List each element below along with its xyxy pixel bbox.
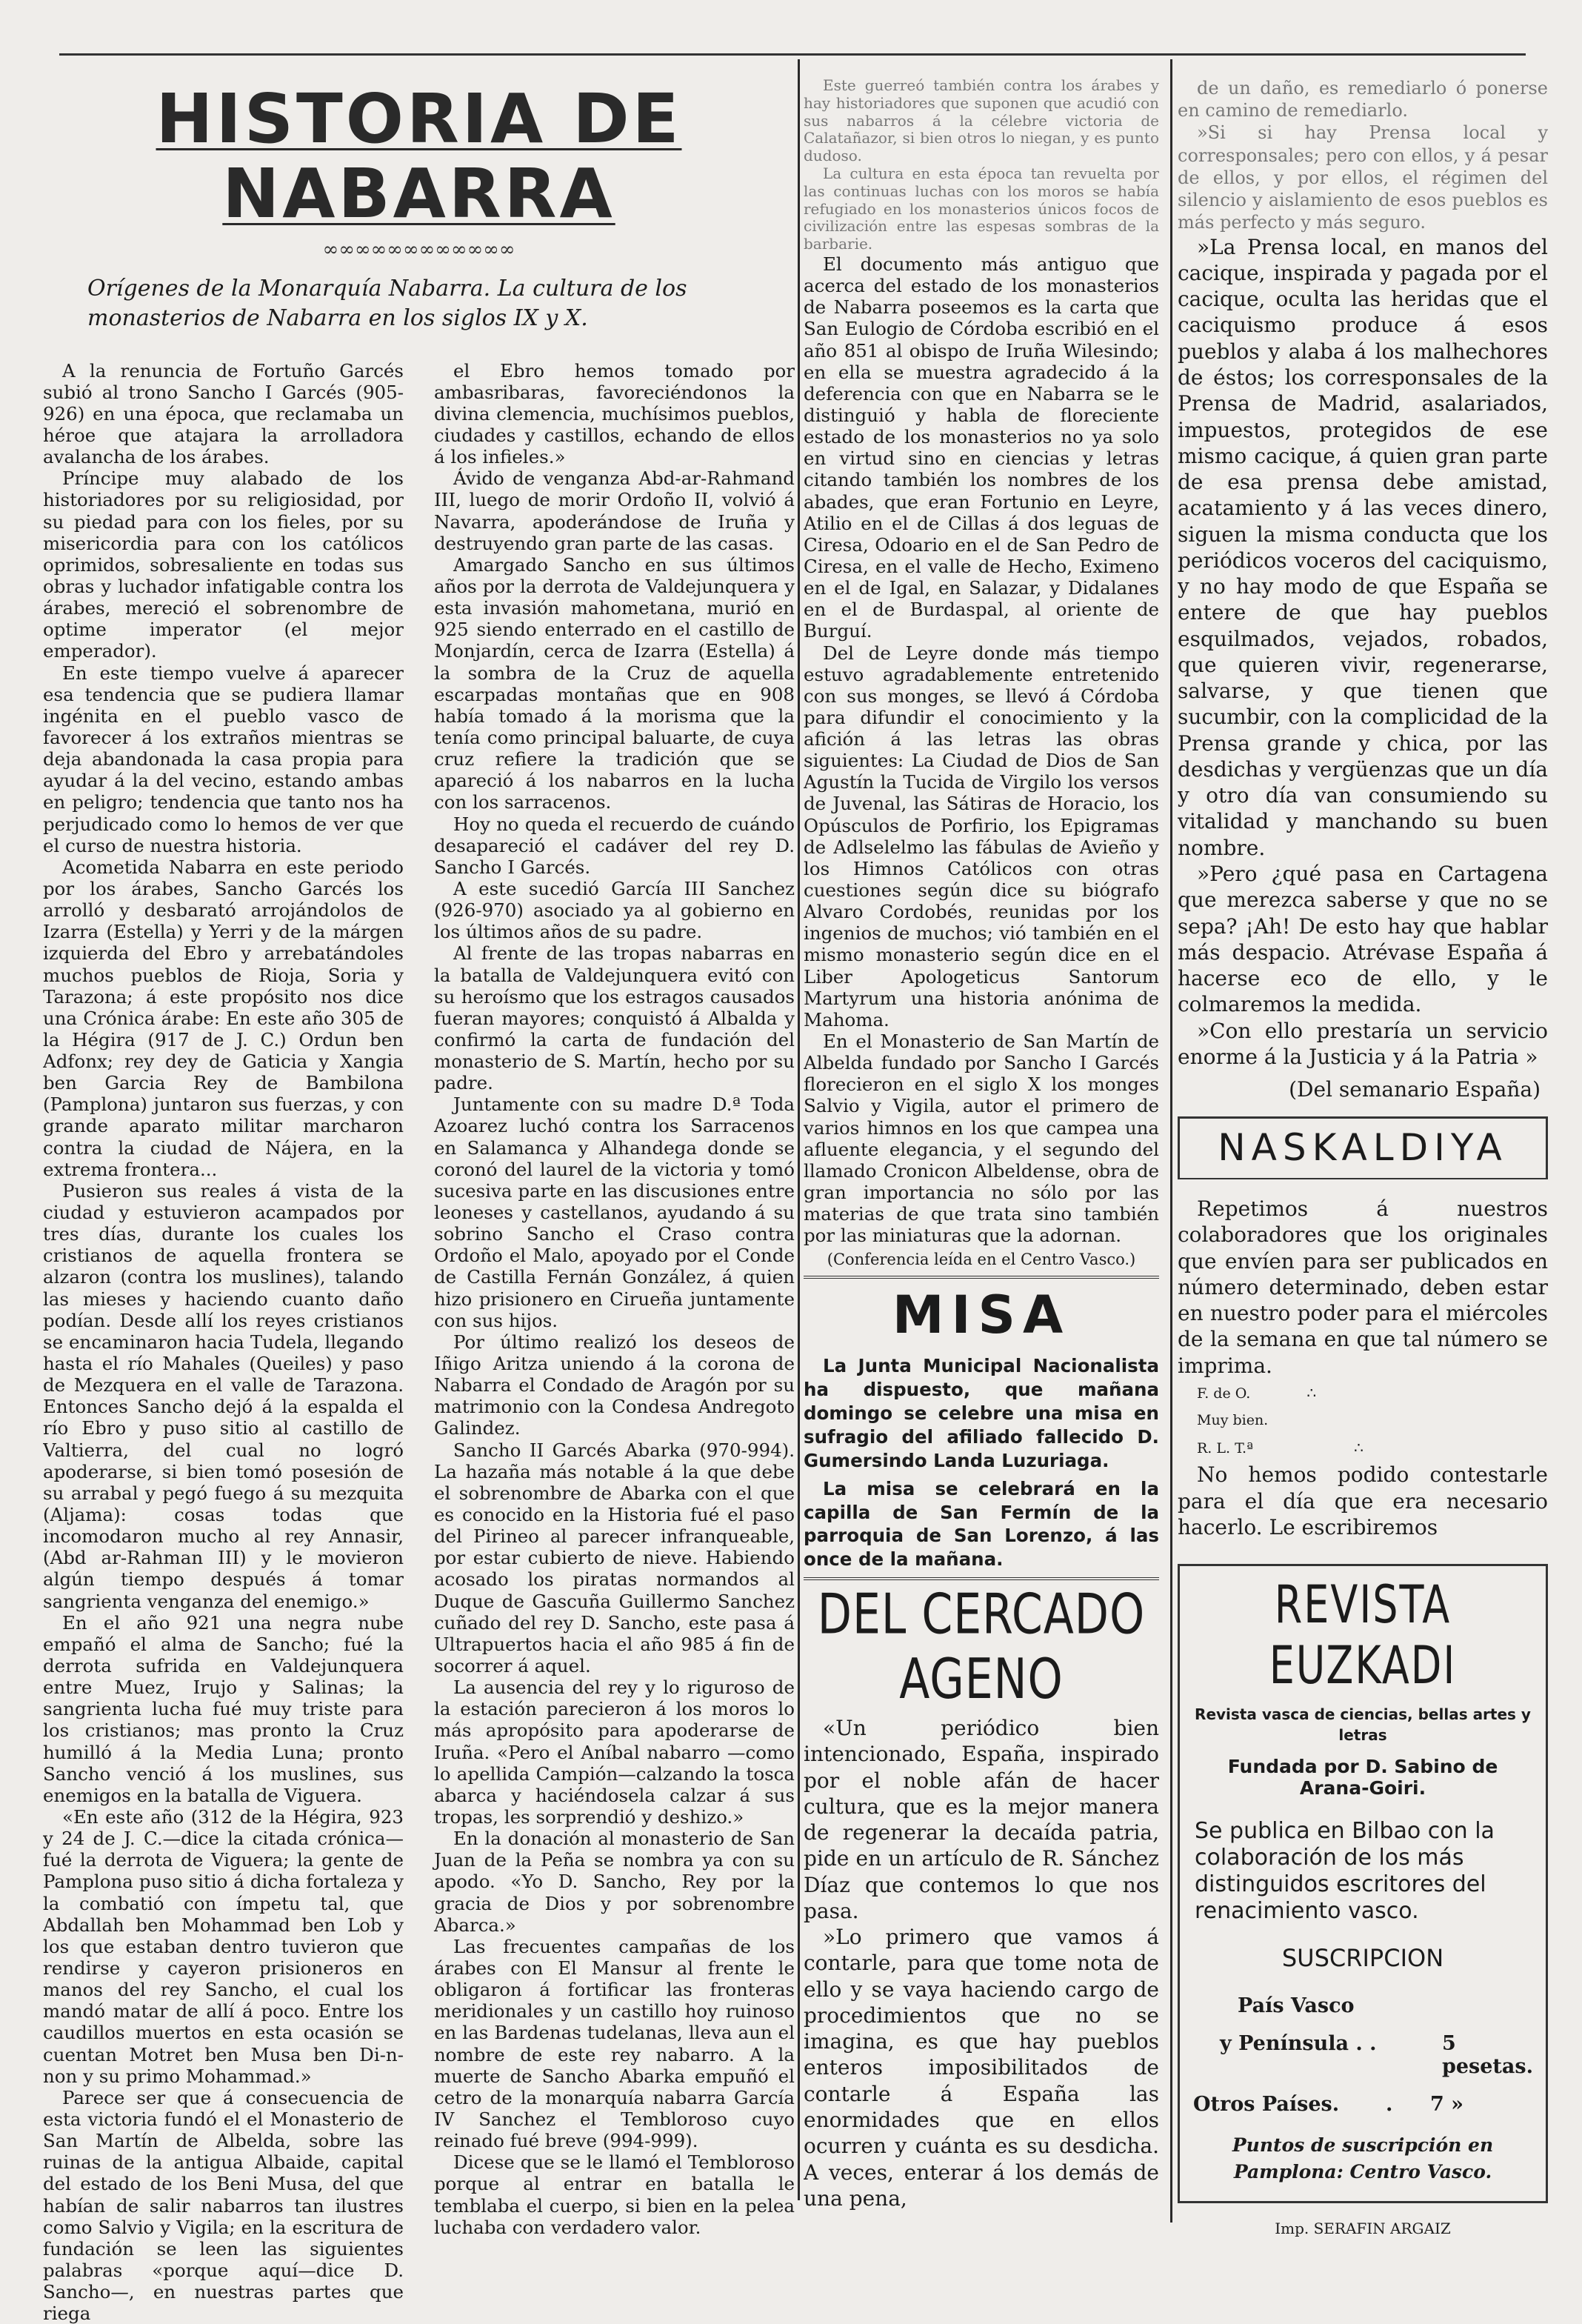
paragraph: el Ebro hemos tomado por ambasribaras, favoreciéndonos la divina clemencia, muchísimos pueblos, ciudades y castillos, echando de ellos á los infieles.» (434, 359, 795, 468)
paragraph: Dicese que se le llamó el Tembloroso porque al entrar en batalla le temblaba el cuerpo, si bien en la pelea luchaba con verdadero valor. (434, 2151, 795, 2238)
paragraph: »Si si hay Prensa local y corresponsales; pero con ellos, y á pesar de ellos, y por ellos, el régimen del silencio y aislamiento de esos pueblos es más perfecto y más seguro. (1178, 122, 1548, 233)
paragraph: Acometida Nabarra en este periodo por los árabes, Sancho Garcés los arrolló y desbarató arrojándolos de Izarra (Estella) y Yerri y de la márgen izquierda del Ebro y arrebatándoles muchos pueblos de Rioja, Soria y Tarazona; á este propósito nos dice una Crónica árabe: En este año 305 de la Hégira (917 de J. C.) Ordun ben Adfonx; rey dey de Gaticia y Xangia ben Garcia Rey de Bambilona (Pamplona) juntaron sus fuerzas, y con grande aparato militar marcharon contra la ciudad de Nájera, en la extrema frontera... (43, 856, 404, 1180)
paragraph: En el año 921 una negra nube empañó el alma de Sancho; fué la derrota sufrida en Valdejunquera entre Muez, Irujo y Salinas; la sangrienta lucha fué muy triste para los cristianos; mas pronto la Cruz humilló á la Media Luna; pronto Sancho venció á los muslines, sus enemigos en la batalla de Viguera. (43, 1611, 404, 1806)
price-label: Otros Países. (1193, 2093, 1340, 2117)
paragraph: Hoy no queda el recuerdo de cuándo desapareció el cadáver del rey D. Sancho I Garcés. (434, 813, 795, 878)
paragraph: Las frecuentes campañas de los árabes con El Mansur al frente le obligaron á fortificar las fronteras meridionales y un castillo hoy ruinoso en las Bardenas tudelanas, lleva aun el nombre de este rey nabarro. A la muerte de Sancho Abarka empuñó el cetro de la monarquía nabarra García IV Sanchez el Tembloroso cuyo reinado fué breve (994-999). (434, 1935, 795, 2152)
price-row (1193, 2093, 1532, 2116)
price-value: 5 pesetas. (1442, 2032, 1534, 2079)
article-title: HISTORIA DE NABARRA (156, 79, 682, 234)
paragraph: En la donación al monasterio de San Juan de la Peña se nombra ya con su apodo. «Yo D. Sancho, Rey por la gracia de Dios y por sobrenombre Abarca.» (434, 1828, 795, 1936)
separator (804, 1577, 1159, 1580)
price-dots: . (1386, 2093, 1393, 2117)
paragraph: «En este año (312 de la Hégira, 923 y 24 de J. C.—dice la citada crónica—fué la derrota de Viguera; la gente de Pamplona puso sitio á dicha fortaleza y la combatió con ímpetu tal, que Abdallah ben Mohammad ben Lob y los que estaban dentro tuvieron que rendirse y cayeron prisioneros en manos del rey Sancho, el cual los mandó matar de allí á poco. Entre los caudillos muertos en esta ocasión se cuentan Motret ben Musa ben Di-n-non y su primo Mohammad.» (43, 1805, 404, 2087)
naskaldiya-box (1178, 1116, 1548, 1540)
price-label: País Vasco (1238, 1994, 1355, 2018)
paragraph: Juntamente con su madre D.ª Toda Azoarez luchó contra los Sarracenos en Salamanca y Alhandega donde se coronó del laurel de la victoria y tomó sucesiva parte en las discusiones entre leoneses y castellanos, ayudando á su sobrino Sancho el Craso contra Ordoño el Malo, apoyado por el Conde de Castilla Fernán González, á quien hizo prisionero en Cirueña juntamente con sus hijos. (434, 1093, 795, 1331)
dots-ornament: ∴ (1306, 1384, 1317, 1402)
paragraph: Príncipe muy alabado de los historiadores por su religiosidad, por su piedad para con los fieles, por su misericordia para con los católicos oprimidos, sobresaliente en todas sus obras y luchador infatigable contra los árabes, mereció el sobrenombre de optime imperator (el mejor emperador). (43, 467, 404, 662)
printer-credit: Imp. SERAFIN ARGAIZ (1275, 2219, 1451, 2237)
paragraph: »Pero ¿qué pasa en Cartagena que merezca saberse y que no se sepa? ¡Ah! De esto hay que hablar más despacio. Atrévase España á hacerse eco de ello, y le colmaremos la medida. (1178, 862, 1548, 1017)
article-body (43, 360, 795, 2324)
revista-subtitle: Revista vasca de ciencias, bellas artes y letras (1195, 1705, 1531, 1745)
column-rule-2 (1170, 59, 1172, 2223)
reply-name: R. L. T.ª (1197, 1440, 1254, 1457)
misa-notice: La Junta Municipal Nacionalista ha dispuesto, que mañana domingo se celebre una misa en sufragio del afiliado fallecido D. Gumersindo Landa Luzuriaga. (804, 1355, 1159, 1471)
paragraph: En el Monasterio de San Martín de Albelda fundado por Sancho I Garcés florecieron en el siglo X los monges Salvio y Vigila, autor el primero de varios himnos en los que campea una afluente elegancia, y el segundo del llamado Cronicon Albeldense, obra de gran importancia no sólo por las materias de que trata sino también por las miniaturas que la adornan. (804, 1031, 1159, 1247)
revista-euzkadi-ad (1178, 1564, 1548, 2203)
paragraph: Por último realizó los deseos de Iñigo Aritza uniendo á la corona de Nabarra el Condado de Aragón por su matrimonio con la Condesa Andregoto Galindez. (434, 1331, 795, 1439)
paragraph: La cultura en esta época tan revuelta por las continuas luchas con los moros se había refugiado en los monasterios únicos focos de civilización entre las espesas sombras de la barbarie. (804, 164, 1159, 253)
suscripcion-points: Puntos de suscripción en Pamplona: Centro Vasco. (1232, 2134, 1494, 2183)
paragraph: Sancho II Garcés Abarka (970-994). La hazaña más notable á la que debe el sobrenombre de Abarka con el que es conocido en la Historia fué el paso del Pirineo al parecer infranqueable, por estar cubierto de nieve. Habiendo acosado los piratas normandos al Duque de Gascuña Guillermo Sanchez cuñado del rey D. Sancho, este pasa á Ultrapuertos hacia el año 985 á fin de socorrer á aquel. (434, 1439, 795, 1677)
price-label: y Península . . (1220, 2032, 1377, 2056)
reply-entry (1197, 1434, 1548, 1462)
faded-top (1178, 77, 1548, 234)
main-article (43, 43, 795, 2324)
reply-entry (1197, 1379, 1548, 1407)
paragraph: »La Prensa local, en manos del cacique, inspirada y pagada por el cacique, oculta las heridas que el caciquismo produce á esos pueblos y alaba á los malhechores de éstos; los corresponsales de la Prensa de Madrid, asalariados, impuestos, protegidos de ese mismo cacique, á quien gran parte de esa prensa debe amistad, acatamiento y á las veces dinero, siguen la misma conducta que los periódicos voceros del caciquismo, y no hay modo de que España se entere de que hay pueblos esquilmados, vejados, robados, que quieren vivir, regenerarse, salvarse, y que tienen que sucumbir, con la complicidad de la Prensa grande y chica, por las desdichas y vergüenzas que un día y otro día van consumiendo su vitalidad y manchando su buen nombre. (1178, 234, 1548, 860)
paragraph: Ávido de venganza Abd-ar-Rahmand III, luego de morir Ordoño II, volvió á Navarra, apoderándose de Iruña y destruyendo gran parte de las casas. (434, 467, 795, 554)
paragraph: El documento más antiguo que acerca del estado de los monasterios de Nabarra poseemos es la carta que San Eulogio de Córdoba escribió en el año 851 al obispo de Iruña Wilesindo; en ella se muestra agradecido á la deferencia con que en Nabarra se le distinguió y habla de floreciente estado de los monasterios no ya solo en virtud sino en ciencias y letras citando también los nombres de los abades, que eran Fortunio en Leyre, Atilio en el de Cillas á dos leguas de Ciresa, Odoario en el de San Pedro de Ciresa, en el valle de Hecho, Eximeno en el de Igal, en Salazar, y Didalanes en el de Burdaspal, al oriente de Burguí. (804, 253, 1159, 642)
paragraph: Parece ser que á consecuencia de esta victoria fundó el el Monasterio de San Martín de Albelda, sobre las ruinas de la antigua Albaide, capital del estado de los Beni Musa, del que habían de salir nabarros tan ilustres como Salvio y Vigila; en la escritura de fundación se leen las siguientes palabras «porque aquí—dice D. Sancho—, en nuestras partes que riega (43, 2086, 404, 2324)
cercado-heading: DEL CERCADO AGENO (817, 1582, 1146, 1712)
revista-title: REVISTA EUZKADI (1269, 1574, 1457, 1696)
suscripcion-heading: SUSCRIPCION (1281, 1944, 1444, 1973)
column-rule-1 (798, 59, 800, 2200)
paragraph: «Un periódico bien intencionado, España, inspirado por el noble afán de hacer cultura, que es la mejor manera de regenerar la decaída patria, pide en un artículo de R. Sánchez Díaz que contemos lo que nos pasa. (804, 1716, 1159, 1923)
price-value: 7 » (1430, 2093, 1464, 2117)
paragraph: Amargado Sancho en sus últimos años por la derrota de Valdejunquera y esta invasión mahometana, murió en 925 siendo enterrado en el castillo de Monjardín, cerca de Izarra (Estella) á la sombra de la Cruz de aquella escarpadas montañas que en 908 había tomado á la morisma que la tenía como principal baluarte, de cuya cruz refiere la tradición que se apareció á los nabarros en la lucha con los sarracenos. (434, 553, 795, 813)
faded-intro (804, 77, 1159, 253)
title-ornament: ∞∞∞∞∞∞∞∞∞∞∞∞ (322, 239, 515, 262)
revista-description: Se publica en Bilbao con la colaboración de los más distinguidos escritores del renacimiento vasco. (1195, 1818, 1495, 1925)
paragraph: Del de Leyre donde más tiempo estuvo agradablemente entretenido con sus monges, se llevó á Córdoba para difundir el conocimiento y la afición á las letras las obras siguientes: La Ciudad de Dios de San Agustín la Tucida de Virgilo los versos de Juvenal, las Sátiras de Horacio, los Opúsculos de Porfirio, los Epigramas de Adlselelmo las fábulas de Avieño y los Himnos Católicos con otras cuestiones según dice su biógrafo Alvaro Cordobés, reunidas por los ingenios de muchos; vió también en el mismo monasterio según dice en el Liber Apologeticus Santorum Martyrum una historia anónima de Mahoma. (804, 642, 1159, 1031)
paragraph: de un daño, es remediarlo ó ponerse en camino de remediarlo. (1178, 78, 1548, 121)
reply-text: Muy bien. (1197, 1412, 1269, 1429)
article-column-a (43, 360, 404, 2324)
column-2 (804, 77, 1159, 2211)
paragraph: Este guerreó también contra los árabes y hay historiadores que suponen que acudió con sus nabarros á la célebre victoria de Calatañazor, si bien otros lo niegan, y es punto dudoso. (804, 77, 1159, 165)
cercado-section (804, 1582, 1159, 2211)
paragraph: La ausencia del rey y lo riguroso de la estación parecieron á los moros lo más apropósito para apoderarse de Iruña. «Pero el Aníbal nabarro —como lo apellida Campión—calzando la tosca abarca y haciéndosela calzar á sus tropas, les sorprendió y deshizo.» (434, 1677, 795, 1828)
reply-name: F. de O. (1197, 1385, 1251, 1402)
reply-text: No hemos podido contestarle para el día que era necesario hacerlo. Le escribiremos (1178, 1462, 1548, 1539)
misa-heading: MISA (892, 1285, 1071, 1346)
paragraph: En este tiempo vuelve á aparecer esa tendencia que se pudiera llamar ingénita en el pueblo vasco de favorecer á los extraños mientras se deja abandonada la casa propia para ayudar á la del vecino, estando ambas en peligro; tendencia que tanto nos ha perjudicado como lo hemos de ver que el curso de nuestra historia. (43, 662, 404, 856)
misa-details: La misa se celebrará en la capilla de San Fermín de la parroquia de San Lorenzo, á las once de la mañana. (804, 1477, 1159, 1571)
semanario-credit: (Del semanario España) (1289, 1077, 1541, 1102)
revista-founder: Fundada por D. Sabino de Arana-Goiri. (1227, 1756, 1498, 1799)
price-row (1220, 2032, 1532, 2078)
article-subtitle: Orígenes de la Monarquía Nabarra. La cultura de los monasterios de Nabarra en los siglos IX y X. (87, 276, 687, 331)
paragraph: »Lo primero que vamos á contarle, para que tome nota de ello y se vaya haciendo cargo de procedimientos que no se imagina, es que hay pueblos enteros imposibilitados de contarle á España las enormidades que en ellos ocurren y cuánta es su desdicha. A veces, enterar á los demás de una pena, (804, 1925, 1159, 2211)
paragraph: »Con ello prestaría un servicio enorme á la Justicia y á la Patria » (1178, 1018, 1548, 1069)
price-row (1238, 1994, 1532, 2017)
column-3 (1178, 77, 1548, 2237)
paragraph: A la renuncia de Fortuño Garcés subió al trono Sancho I Garcés (905-926) en una época, que reclamaba un héroe que atajara la arrolladora avalancha de los árabes. (43, 359, 404, 468)
paragraph: Pusieron sus reales á vista de la ciudad y estuvieron acampados por tres días, durante los cuales los cristianos de aquella frontera se alzaron (contra los muslines), talando las mieses y haciendo cuanto daño podían. Desde allí los reyes cristianos se encaminaron hacia Tudela, llegando hasta el río Mahales (Queiles) y paso de Mezquera en el valle de Tarazona. Entonces Sancho dejó á la espalda el río Ebro y puso sitio al castillo de Valtierra, del cual no logró apoderarse, si bien tomó posesión de su arrabal y pegó fuego á su mezquita (Aljama): cosas todas que incomodaron mucho al rey Annasir, (Abd ar-Rahman III) y le movieron algún tiempo después á tomar sangrienta venganza del enemigo.» (43, 1179, 404, 1612)
naskaldiya-heading: NASKALDIYA (1178, 1116, 1548, 1179)
paragraph: Al frente de las tropas nabarras en la batalla de Valdejunquera evitó con su heroísmo que los estragos causados fueran mayores; conquistó á Albalda y confirmó la carta de fundación del monasterio de S. Martín, hecho por su padre. (434, 942, 795, 1094)
conference-credit: (Conferencia leída en el Centro Vasco.) (827, 1251, 1136, 1269)
dots-ornament: ∴ (1354, 1439, 1364, 1457)
paragraph: A este sucedió García III Sanchez (926-970) asociado ya al gobierno en los últimos años de su padre. (434, 877, 795, 943)
naskaldiya-notice: Repetimos á nuestros colaboradores que los originales que envíen para ser publicados en número determinado, deben estar en nuestro poder para el miércoles de la semana en que tal número se imprima. (1178, 1196, 1548, 1378)
separator (804, 1276, 1159, 1279)
article-column-b (434, 360, 795, 2324)
